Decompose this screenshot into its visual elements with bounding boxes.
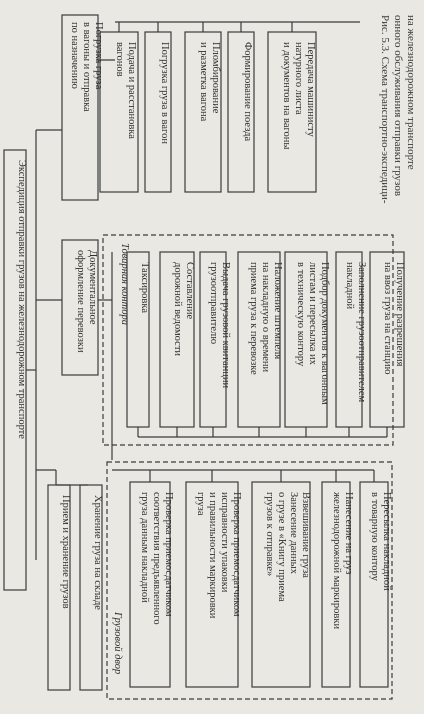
middle-item-label-2-line: Составление	[184, 262, 195, 320]
left-group-label-5	[369, 492, 392, 591]
middle-item-label-5	[295, 262, 330, 405]
figure-caption-line: Рис. 5.3. Схема транспортно-экспедици-	[379, 15, 391, 204]
right-head-label-line: Погрузка груза	[93, 22, 104, 90]
left-group-label-4-line: Нанесение на груз	[343, 492, 354, 575]
left-group-label-1-line: Проверка приемосдатчиком	[163, 492, 174, 617]
right-sub-label-2-line: Погрузка груза в вагон	[159, 42, 170, 144]
right-sub-label-5	[281, 42, 316, 149]
middle-item-label-3-line: Выдача грузовой квитанции	[220, 262, 231, 389]
middle-item-label-1	[139, 262, 150, 313]
middle-item-label-6-line: накладной	[344, 262, 355, 310]
left-group-label-3-line: Взвешивание груза	[300, 492, 311, 578]
left-group-label-3	[264, 492, 311, 602]
left-group-label-2	[195, 492, 242, 619]
middle-item-label-5-line: в техническую контору	[295, 262, 306, 367]
root-label	[16, 160, 27, 439]
right-sub-label-3-line: Пломбирование	[210, 42, 221, 114]
middle-item-label-7	[382, 262, 405, 375]
left-group-label-5-line: Пересылка накладной	[381, 492, 392, 591]
middle-group-title: Товарная контора	[119, 243, 130, 325]
left-group-label-3-line: о грузе в «Книгу приема	[276, 492, 287, 602]
left-group-label-2-line: исправности упаковки	[219, 492, 230, 593]
figure-caption	[379, 15, 417, 204]
figure-caption-line: на железнодорожном транспорте	[405, 15, 417, 170]
middle-item-label-4	[248, 262, 283, 375]
right-head-label	[69, 22, 104, 112]
left-item-label-2-line: Хранение груза на складе	[92, 495, 103, 610]
left-group-label-2-line: груза	[195, 492, 206, 516]
right-sub-label-3	[198, 42, 221, 122]
left-item-label-1	[60, 495, 71, 609]
middle-item-label-6-line: Заполнение грузоотправителем	[356, 262, 367, 403]
middle-item-label-3	[208, 262, 231, 389]
left-group-label-3-line: грузов к отправке»	[264, 492, 275, 577]
left-group-label-1-line: груза данным накладной	[139, 492, 150, 603]
middle-item-label-7-line: Получение разрешения	[394, 262, 405, 367]
middle-head-label-line: оформление перевозки	[75, 250, 86, 353]
figure-caption-line: онного обслуживания отправки грузов	[392, 15, 404, 197]
middle-item-label-6	[344, 262, 367, 403]
left-group-label-4-line: железнодорожной маркировки	[331, 492, 342, 630]
middle-head-label-line: Документальное	[87, 250, 98, 325]
right-sub-label-2	[159, 42, 170, 144]
right-sub-label-1-line: вагонов	[114, 42, 125, 77]
root-label-line: Экспедиция отправки грузов на железнодорожном транспорте	[16, 160, 27, 439]
middle-item-label-1-line: Таксировка	[139, 262, 150, 313]
right-head-label-line: в вагоны и отправка	[81, 22, 92, 112]
left-group-label-2-line: Проверка приемосдатчиком	[231, 492, 242, 617]
right-sub-label-4-line: Формирование поезда	[242, 42, 253, 142]
right-sub-label-4	[242, 42, 253, 141]
right-sub-label-3-line: и разметка вагона	[198, 42, 209, 122]
left-group-label-1	[139, 492, 174, 625]
middle-item-label-4-line: приема груза к перевозке	[248, 262, 259, 375]
right-head-label-line: по назначению	[69, 22, 80, 89]
left-item-label-1-line: Прием и хранение грузов	[60, 495, 71, 609]
left-group-label-2-line: и правильности маркировки	[207, 492, 218, 619]
middle-head-label	[75, 250, 98, 353]
middle-item-label-7-line: на ввоз груза на станцию	[382, 262, 393, 375]
left-group-title: Грузовой двор	[112, 612, 123, 675]
right-sub-label-5-line: Передача машинисту	[305, 42, 316, 137]
left-item-label-2	[92, 495, 103, 610]
left-group-label-1-line: соответствия предъявленного	[151, 492, 162, 625]
right-sub-label-5-line: и документов на вагоны	[281, 42, 292, 150]
middle-item-label-2-line: дорожной ведомости	[172, 262, 183, 357]
middle-item-label-5-line: листам и пересылка их	[307, 262, 318, 365]
right-sub-label-5-line: натурного листа	[293, 42, 304, 115]
right-sub-label-1	[114, 42, 137, 139]
middle-item-label-3-line: грузоотправителю	[208, 262, 219, 345]
middle-item-label-2	[172, 262, 195, 356]
right-sub-label-1-line: Подача и расстановка	[126, 42, 137, 139]
left-group-label-3-line: Занесение данных	[288, 492, 299, 574]
middle-item-label-4-line: на накладную о времени	[260, 262, 271, 373]
middle-item-label-4-line: Наложение штемпеля	[272, 262, 283, 360]
left-group-label-5-line: в товарную контору	[369, 492, 380, 581]
middle-item-label-5-line: Подбор документов к вагонным	[319, 262, 330, 405]
